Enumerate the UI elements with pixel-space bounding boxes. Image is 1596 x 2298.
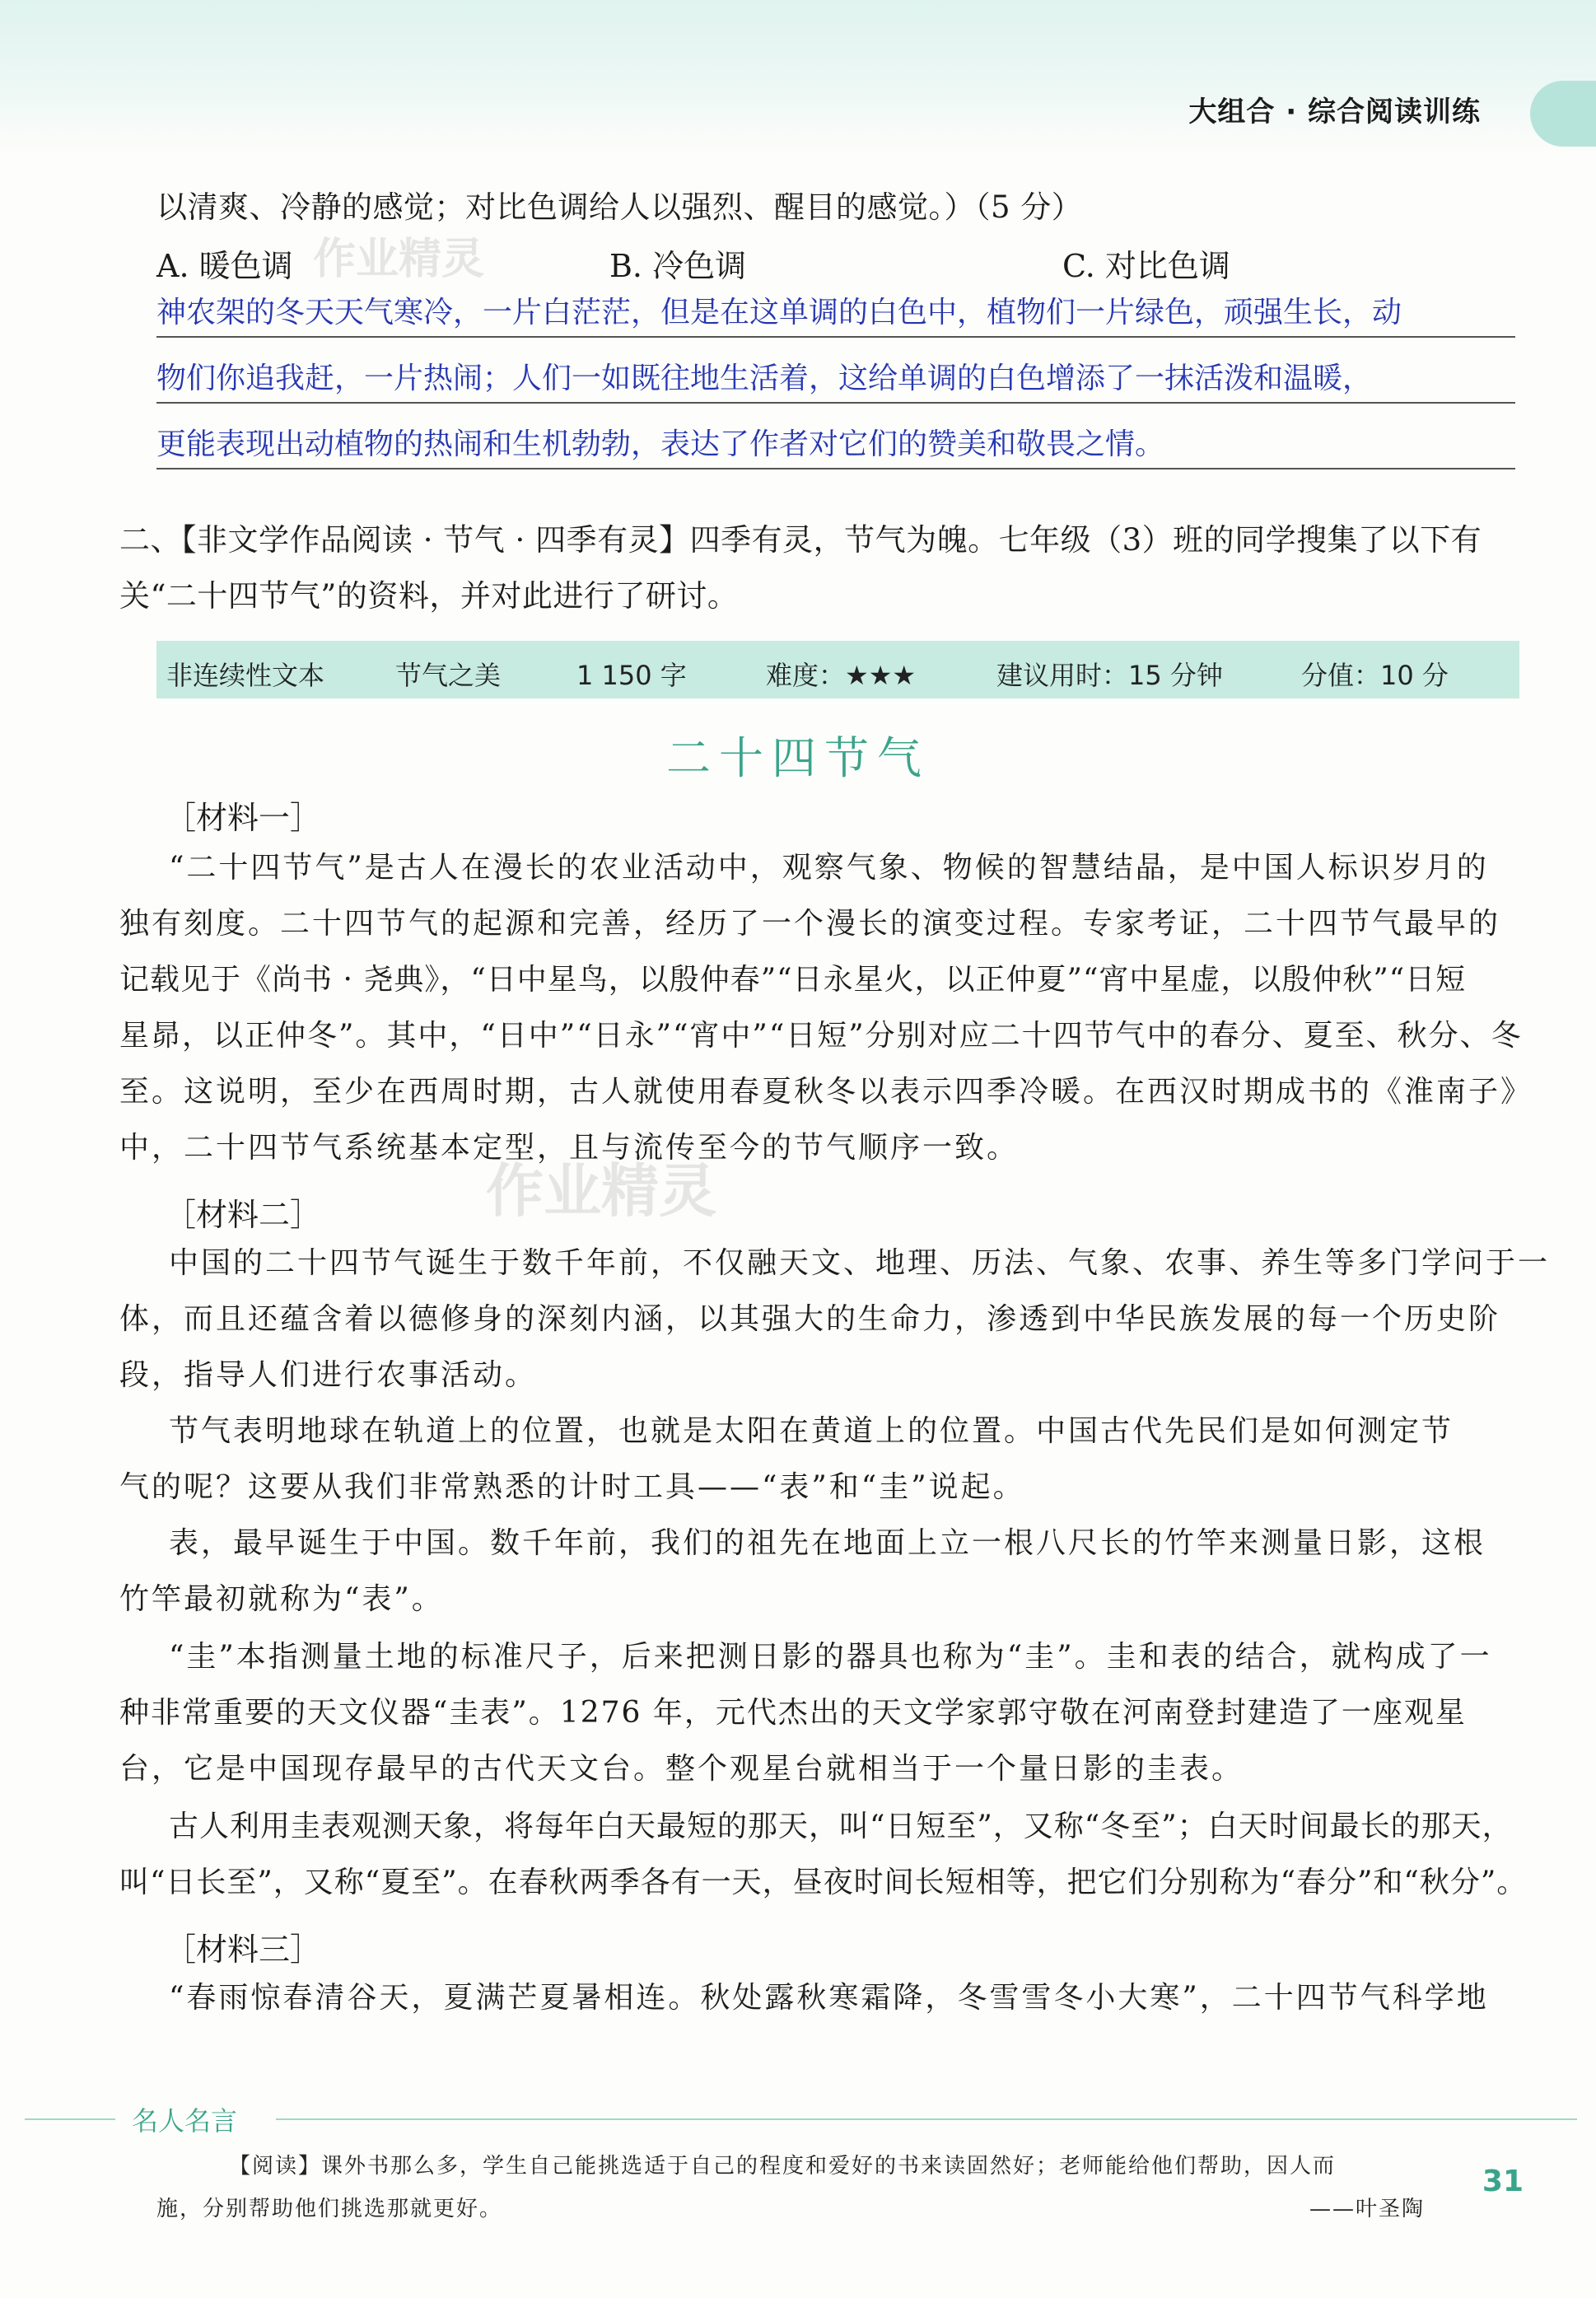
option-c: C. 对比色调: [1062, 248, 1230, 284]
quote-author: ——叶圣陶: [1309, 2197, 1426, 2221]
paragraph-line: 中，二十四节气系统基本定型，且与流传至今的节气顺序一致。: [119, 1131, 1020, 1165]
answer-line: 更能表现出动植物的热闹和生机勃勃，表达了作者对它们的赞美和敬畏之情。: [156, 425, 1515, 469]
section-heading-cont: 关“二十四节气”的资料，并对此进行了研讨。: [119, 578, 739, 614]
difficulty: 难度：★★★: [766, 660, 917, 691]
paragraph-line: 段，指导人们进行农事活动。: [119, 1358, 538, 1392]
paragraph-line: “春雨惊春清谷天，夏满芒夏暑相连。秋处露秋寒霜降，冬雪雪冬小大寒”，二十四节气科学地: [169, 1981, 1489, 2015]
material-label: ［材料二］: [165, 1197, 322, 1233]
paragraph-line: 至。这说明，至少在西周时期，古人就使用春夏秋冬以表示四季冷暖。在西汉时期成书的《淮南子》: [119, 1075, 1533, 1109]
paragraph-line: 竹竿最初就称为“表”。: [119, 1582, 444, 1616]
paragraph-line: 叫“日长至”，又称“夏至”。在春秋两季各有一天，昼夜时间长短相等，把它们分别称为“春分”和“秋分”。: [119, 1866, 1528, 1899]
paragraph-line: 中国的二十四节气诞生于数千年前，不仅融天文、地理、历法、气象、农事、养生等多门学问于一: [169, 1246, 1551, 1280]
paragraph-line: 表，最早诞生于中国。数千年前，我们的祖先在地面上立一根八尺长的竹竿来测量日影，这根: [169, 1526, 1486, 1560]
word-count: 1 150 字: [576, 660, 687, 691]
header-band: [0, 0, 1596, 152]
paragraph-line: 体，而且还蕴含着以德修身的深刻内涵，以其强大的生命力，渗透到中华民族发展的每一个历史阶: [119, 1302, 1501, 1336]
paragraph-line: 台，它是中国现存最早的古代天文台。整个观星台就相当于一个量日影的圭表。: [119, 1752, 1244, 1786]
option-a: A. 暖色调: [156, 248, 293, 284]
answer-line: 物们你追我赶，一片热闹；人们一如既往地生活着，这给单调的白色增添了一抹活泼和温暖，: [156, 359, 1515, 404]
text-topic: 节气之美: [395, 660, 502, 691]
watermark: 作业精灵: [313, 235, 485, 284]
page-number: 31: [1482, 2165, 1524, 2198]
header-decoration: [1530, 81, 1596, 147]
score: 分值：10 分: [1301, 660, 1449, 691]
section-heading: 二、【非文学作品阅读 · 节气 · 四季有灵】四季有灵，节气为魄。七年级（3）班的同学搜集了以下有: [119, 522, 1482, 558]
footer-divider: [276, 2118, 1577, 2120]
material-label: ［材料一］: [165, 800, 322, 836]
famous-quote: 【阅读】课外书那么多，学生自己能挑选适于自己的程度和爱好的书来读固然好；老师能给他们帮助，因人而: [229, 2154, 1337, 2179]
paragraph-line: 气的呢？这要从我们非常熟悉的计时工具——“表”和“圭”说起。: [119, 1470, 1025, 1504]
text-type: 非连续性文本: [166, 660, 325, 691]
famous-quote: 施，分别帮助他们挑选那就更好。: [156, 2197, 503, 2221]
header-title: 大组合 · 综合阅读训练: [1188, 96, 1481, 128]
footer-label: 名人名言: [132, 2105, 238, 2137]
paragraph-line: “二十四节气”是古人在漫长的农业活动中，观察气象、物候的智慧结晶，是中国人标识岁月的: [169, 851, 1489, 885]
paragraph-line: “圭”本指测量土地的标准尺子，后来把测日影的器具也称为“圭”。圭和表的结合，就构成了一: [169, 1640, 1492, 1674]
answer-line: 神农架的冬天天气寒冷，一片白茫茫，但是在这单调的白色中，植物们一片绿色，顽强生长，动: [156, 293, 1515, 338]
watermark: 作业精灵: [486, 1157, 716, 1225]
material-label: ［材料三］: [165, 1931, 322, 1968]
option-b: B. 冷色调: [609, 248, 747, 284]
paragraph-line: 节气表明地球在轨道上的位置，也就是太阳在黄道上的位置。中国古代先民们是如何测定节: [169, 1414, 1454, 1448]
paragraph-line: 古人利用圭表观测天象，将每年白天最短的那天，叫“日短至”，又称“冬至”；白天时间最长的那天，: [169, 1810, 1513, 1843]
paragraph-line: 记载见于《尚书 · 尧典》，“日中星鸟，以殷仲春”“日永星火，以正仲夏”“宵中星虚，以殷仲秋”“日短: [119, 963, 1467, 997]
footer-divider: [25, 2118, 115, 2120]
info-bar: [156, 641, 1519, 698]
paragraph-line: 种非常重要的天文仪器“圭表”。1276 年，元代杰出的天文学家郭守敬在河南登封建造了一座观星: [119, 1696, 1467, 1730]
question-text: 以清爽、冷静的感觉；对比色调给人以强烈、醒目的感觉。）（5 分）: [156, 189, 1083, 225]
suggested-time: 建议用时：15 分钟: [996, 660, 1223, 691]
paragraph-line: 星昴，以正仲冬”。其中，“日中”“日永”“宵中”“日短”分别对应二十四节气中的春分、夏至、秋分、冬: [119, 1019, 1523, 1053]
paragraph-line: 独有刻度。二十四节气的起源和完善，经历了一个漫长的演变过程。专家考证，二十四节气最早的: [119, 907, 1501, 941]
article-title: 二十四节气: [666, 732, 930, 784]
